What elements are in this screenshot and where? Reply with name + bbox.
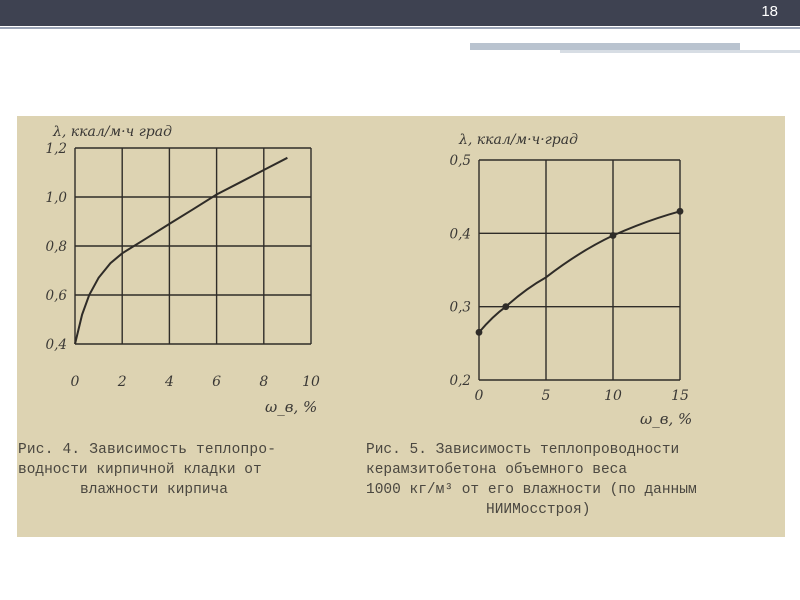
fig5-y-tick-label: 0,5 bbox=[449, 153, 471, 169]
fig4-x-tick-label: 2 bbox=[117, 374, 127, 390]
slide-header-bar bbox=[0, 0, 800, 26]
fig4-chart bbox=[46, 124, 320, 416]
fig5-series-line bbox=[479, 211, 680, 332]
header-accent-bar bbox=[470, 43, 740, 50]
fig5-y-tick-label: 0,4 bbox=[449, 226, 471, 243]
figure4-caption-line: Рис. 4. Зависимость теплопро- bbox=[18, 442, 277, 458]
fig4-y-axis-label: λ, ккал/м·ч град bbox=[53, 124, 172, 140]
fig4-y-tick-label: 0,4 bbox=[45, 337, 67, 353]
figure5-caption-line: 1000 кг/м³ от его влажности (по данным bbox=[366, 482, 697, 498]
slide-number: 18 bbox=[761, 3, 778, 20]
fig4-series-line bbox=[75, 158, 287, 344]
figure4-caption-line: влажности кирпича bbox=[80, 482, 228, 498]
fig4-x-axis-label: ω_в, % bbox=[265, 398, 318, 416]
fig5-x-tick-label: 5 bbox=[541, 388, 551, 404]
fig5-data-point bbox=[610, 232, 617, 239]
fig4-x-tick-label: 6 bbox=[212, 374, 222, 390]
fig5-data-point bbox=[677, 208, 684, 215]
fig5-x-tick-label: 10 bbox=[604, 388, 622, 404]
fig5-chart bbox=[450, 132, 693, 428]
fig4-y-tick-label: 0,6 bbox=[45, 288, 67, 304]
fig4-x-tick-label: 4 bbox=[164, 374, 174, 390]
fig5-data-point bbox=[476, 329, 483, 336]
fig5-y-tick-label: 0,3 bbox=[449, 299, 471, 316]
fig5-y-axis-label: λ, ккал/м·ч·град bbox=[459, 132, 578, 148]
figure4-caption-line: водности кирпичной кладки от bbox=[18, 462, 262, 478]
fig4-y-tick-label: 0,8 bbox=[45, 239, 67, 255]
figure5-caption-line: НИИМосстроя) bbox=[486, 502, 591, 518]
header-rule bbox=[0, 27, 800, 29]
figure5-caption-line: Рис. 5. Зависимость теплопроводности bbox=[366, 442, 680, 458]
fig5-x-tick-label: 0 bbox=[474, 388, 484, 404]
header-accent-bar-thin bbox=[560, 50, 800, 53]
fig5-x-axis-label: ω_в, % bbox=[640, 410, 693, 428]
fig4-y-tick-label: 1,0 bbox=[45, 190, 67, 206]
fig4-y-tick-label: 1,2 bbox=[45, 141, 67, 157]
fig5-x-tick-label: 15 bbox=[671, 388, 689, 404]
fig5-y-tick-label: 0,2 bbox=[449, 373, 471, 389]
fig4-x-tick-label: 0 bbox=[70, 374, 80, 390]
fig4-x-tick-label: 10 bbox=[302, 374, 320, 390]
fig4-x-tick-label: 8 bbox=[259, 374, 269, 390]
fig5-data-point bbox=[502, 303, 509, 310]
figure5-caption-line: керамзитобетона объемного веса bbox=[366, 462, 628, 478]
